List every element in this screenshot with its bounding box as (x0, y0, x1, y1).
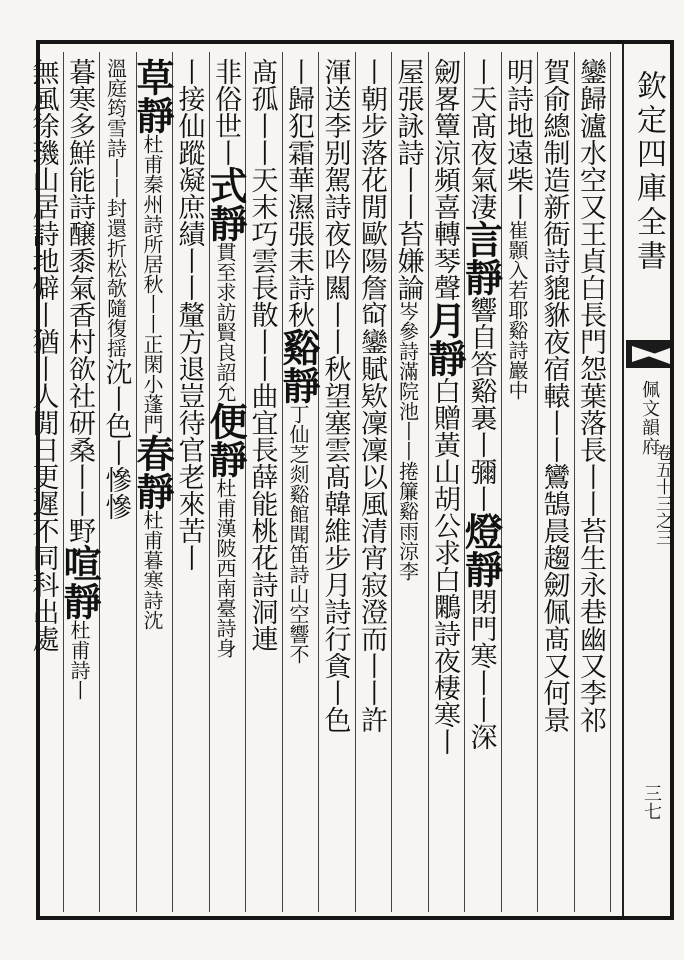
text-run: 賀俞總制造新衙詩貔貅夜宿轅丨丨鸞鵠晨趨劒佩髙又何景 (538, 58, 570, 733)
text-column-12 (172, 58, 209, 908)
volume-label: 卷五十三之三 (652, 444, 672, 546)
headword: 便靜 (203, 402, 248, 478)
text-run: 無風徐璣山居詩地僻丨猶丨人閒日更遲 (27, 58, 59, 517)
collection-title: 欽定四庫全書 (631, 70, 666, 274)
text-column-7 (355, 58, 392, 908)
column-rule (355, 52, 356, 912)
text-run: 貫至求訪賢良詔允 (213, 242, 237, 402)
text-column-13 (130, 58, 175, 908)
text-column-8 (318, 58, 355, 908)
book-name: 佩文韻府 (639, 380, 660, 456)
page-margin-sidebar (622, 44, 672, 916)
column-rule (610, 52, 611, 912)
column-rule (501, 52, 502, 912)
column-rule (318, 52, 319, 912)
fish-tail-mark-icon (626, 334, 670, 374)
headword: 春靜 (130, 434, 175, 510)
headword: 言靜 (458, 220, 504, 296)
headword: 式靜 (203, 166, 248, 242)
column-rule (136, 52, 137, 912)
text-run: 明詩地遠柴丨 (502, 58, 533, 220)
text-run: 非俗世丨 (210, 58, 241, 166)
text-column-2 (537, 58, 574, 908)
text-run: 杜甫詩丨 (67, 620, 91, 700)
text-run: 白贈黃山胡公求白鷴詩夜棲寒丨 (429, 377, 460, 755)
text-column-4 (458, 58, 504, 908)
headword: 草靜 (130, 58, 175, 134)
column-rule (537, 52, 538, 912)
text-run: 杜甫秦州詩所居秋丨丨正閑小蓬門 (140, 134, 164, 434)
text-run: 丨朝步落花閒歐陽詹䆗鑾賦欵凜凜以風清宵寂澄而丨丨許 (356, 58, 387, 733)
text-column-5 (422, 58, 467, 908)
text-run: 丨歸犯霜華濕張耒詩秋 (283, 58, 314, 328)
text-run: 暮寒多鮮能詩醸黍氣香村欲社研桑丨丨野 (64, 58, 95, 544)
text-run: 屋張詠詩丨丨苔嫌論 (392, 58, 424, 301)
text-column-15 (57, 58, 102, 908)
text-run: 沈丨色丨慘慘 (100, 358, 132, 520)
text-run: 響自答谿裏丨彌丨 (465, 296, 497, 512)
text-run: 丨接仙蹤 (173, 58, 205, 166)
text-column-10 (245, 58, 282, 908)
text-run: 丁仙芝剡谿館聞笛詩山空響不 (286, 404, 310, 664)
text-run: 渾送李别駕詩夜吟闗丨丨秋望塞雲髙韓維步月詩行貪丨色 (319, 58, 351, 733)
headword: 月靜 (422, 301, 467, 377)
text-column-3 (501, 58, 538, 908)
text-run: 髙孤丨丨天末巧雲長 (246, 58, 278, 301)
column-rule (428, 52, 429, 912)
text-run: 岑參詩滿院池丨丨捲簾谿雨涼李 (395, 301, 420, 581)
text-run: 杜甫暮寒詩沈 (140, 510, 164, 630)
headword: 燈靜 (458, 512, 504, 588)
page-number: 三七 (641, 784, 662, 820)
text-run: 閉門寒丨丨深 (465, 588, 497, 750)
text-column-1 (574, 58, 611, 908)
text-run: 凝庶績丨丨釐方 (173, 166, 205, 355)
text-column-6 (391, 58, 428, 908)
text-run: 不同科出處 (27, 517, 59, 652)
text-column-16 (26, 58, 63, 908)
text-run: 崔顥入若耶谿詩巖中 (505, 220, 529, 400)
column-rule (99, 52, 100, 912)
column-rule (209, 52, 210, 912)
text-run: 劒畧簟涼頻喜轉琴聲 (429, 58, 460, 301)
text-column-14 (99, 58, 136, 908)
text-run: 溫庭筠雪詩丨丨封還折松欹隨復揺 (103, 58, 128, 358)
column-rule (464, 52, 465, 912)
text-run: 鑾歸瀘水空又王貞白長門怨葉落長丨丨苔生永巷幽又李祁 (575, 58, 606, 733)
text-column-11 (203, 58, 248, 908)
column-rule (282, 52, 283, 912)
text-run: 散丨丨曲宜長薛能桃花詩洞連 (246, 301, 278, 652)
text-run: 丨天髙夜氣淒 (465, 58, 497, 220)
column-rule (391, 52, 392, 912)
headword: 喧靜 (57, 544, 102, 620)
text-column-9 (276, 58, 321, 908)
column-rule (63, 52, 64, 912)
headword: 谿靜 (276, 328, 321, 404)
text-run: 退豈待官老來苦丨 (173, 355, 205, 571)
column-rule (574, 52, 575, 912)
text-run: 杜甫漢陂西南臺詩身 (213, 478, 237, 658)
